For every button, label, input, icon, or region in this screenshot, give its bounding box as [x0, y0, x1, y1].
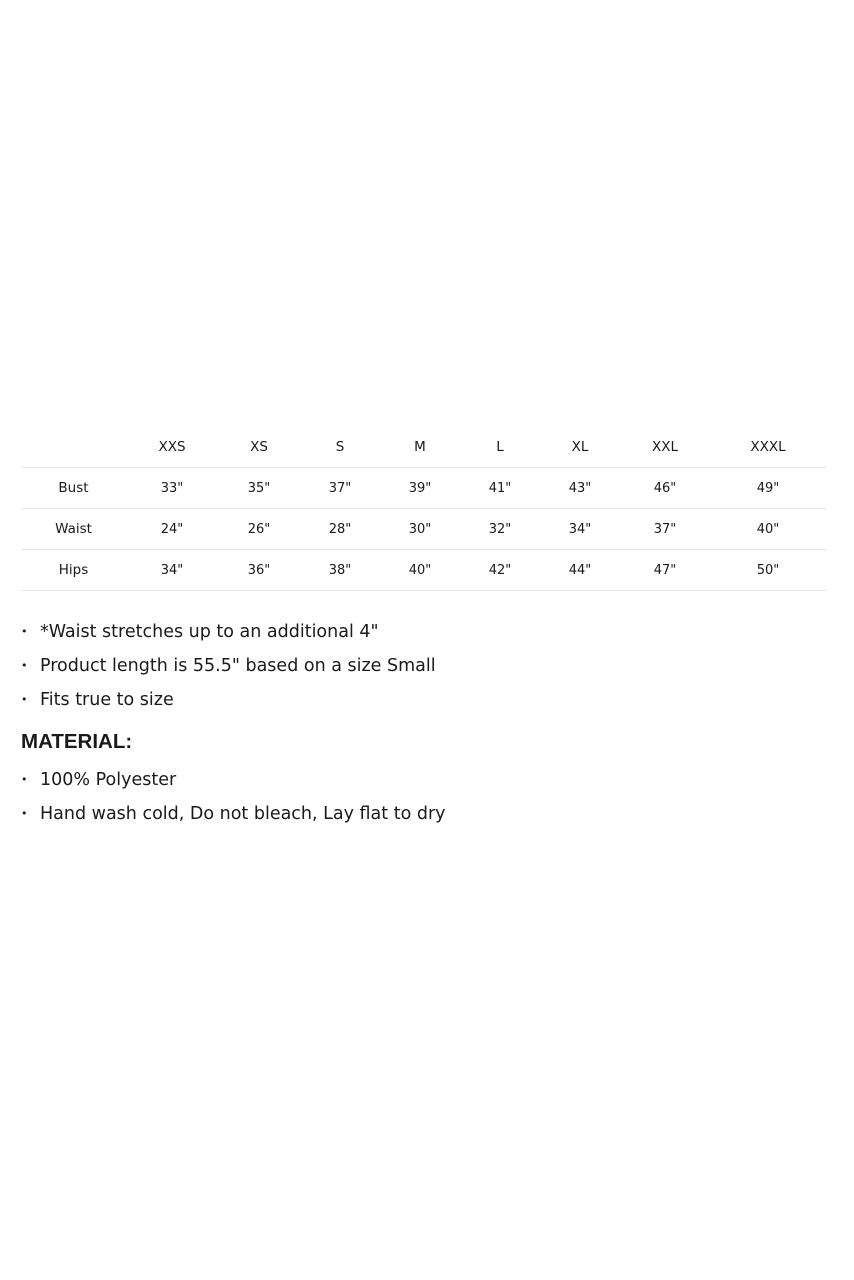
table-cell: 47"	[653, 562, 677, 578]
row-label-waist: Waist	[55, 521, 92, 537]
product-notes	[21, 615, 821, 831]
table-cell: 46"	[653, 480, 677, 496]
table-cell: 37"	[653, 521, 677, 537]
table-cell: 32"	[488, 521, 512, 537]
table-row-waist	[21, 509, 826, 550]
size-header-xxl: XXL	[651, 439, 679, 455]
table-cell: 33"	[160, 480, 184, 496]
table-cell: 35"	[247, 480, 271, 496]
table-cell: 34"	[568, 521, 592, 537]
fit-note-waist-stretch: • *Waist stretches up to an additional 4"	[21, 615, 821, 649]
table-cell: 34"	[160, 562, 184, 578]
size-header-l: L	[496, 439, 504, 455]
size-header-xs: XS	[250, 439, 268, 455]
table-cell: 43"	[568, 480, 592, 496]
fit-note-true-to-size: • Fits true to size	[21, 683, 821, 717]
size-chart-corner	[21, 427, 126, 468]
size-header-s: S	[335, 439, 345, 455]
table-cell: 39"	[408, 480, 432, 496]
table-cell: 30"	[408, 521, 432, 537]
table-cell: 26"	[247, 521, 271, 537]
table-cell: 44"	[568, 562, 592, 578]
size-chart-table	[21, 427, 826, 591]
table-cell: 49"	[756, 480, 780, 496]
table-cell: 41"	[488, 480, 512, 496]
table-cell: 50"	[756, 562, 780, 578]
fit-note-product-length: • Product length is 55.5" based on a size Small	[21, 649, 821, 683]
row-label-hips: Hips	[58, 562, 89, 578]
size-header-xxxl: XXXL	[750, 439, 786, 455]
size-header-m: M	[414, 439, 426, 455]
table-row-hips	[21, 550, 826, 591]
material-heading: MATERIAL:	[21, 730, 133, 753]
row-label-bust: Bust	[58, 480, 89, 496]
table-cell: 28"	[328, 521, 352, 537]
table-cell: 24"	[160, 521, 184, 537]
table-cell: 36"	[247, 562, 271, 578]
material-item-fabric: • 100% Polyester	[21, 763, 821, 797]
table-row-bust	[21, 468, 826, 509]
size-chart-header-row	[21, 427, 826, 468]
material-item-care: • Hand wash cold, Do not bleach, Lay flat to dry	[21, 797, 821, 831]
table-cell: 40"	[756, 521, 780, 537]
table-cell: 37"	[328, 480, 352, 496]
table-cell: 42"	[488, 562, 512, 578]
size-header-xl: XL	[571, 439, 589, 455]
size-header-xxs: XXS	[158, 439, 186, 455]
material-list	[21, 763, 821, 831]
fit-notes-list	[21, 615, 821, 717]
table-cell: 40"	[408, 562, 432, 578]
table-cell: 38"	[328, 562, 352, 578]
